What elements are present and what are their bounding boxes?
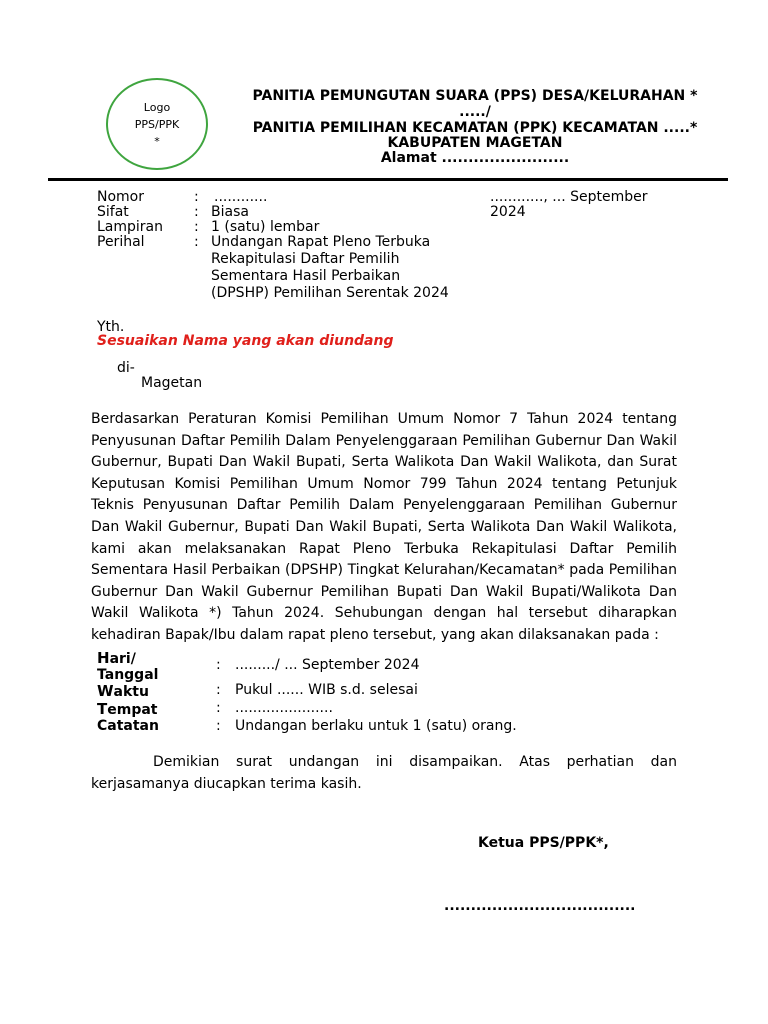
body-paragraph: Berdasarkan Peraturan Komisi Pemilihan Umum Nomor 7 Tahun 2024 tentang Penyusunan Daftar Pemilih Dalam Penyelenggaraan Pemilihan Gubernur Dan Wakil Gubernur, Bupati Dan Wakil Bupati, Serta Walikota Dan Wakil Walikota, dan Surat Keputusan Komisi Pemilihan Umum Nomor 799 Tahun 2024 tentang Petunjuk Teknis Penyusunan Daftar Pemilih Dalam Penyelenggaraan Pemilihan Gubernur Dan Wakil Gubernur, Bupati Dan Wakil Bupati, Serta Walikota Dan Wakil Walikota, kami akan melaksanakan Rapat Pleno Terbuka Rekapitulasi Daftar Pemilih Sementara Hasil Perbaikan (DPSHP) Tingkat Kelurahan/Kecamatan* pada Pemilihan Gubernur Dan Wakil Gubernur Pemilihan Bupati Dan Wakil Bupati/Walikota Dan Wakil Walikota *) Tahun 2024. Sehubungan dengan hal tersebut diharapkan kehadiran Bapak/Ibu dalam rapat pleno tersebut, yang akan dilaksanakan pada : [91,411,677,643]
tempat-colon: : [216,700,221,716]
letter-date-line2: 2024 [490,204,526,220]
lampiran-value: 1 (satu) lembar [211,219,320,235]
perihal-colon: : [194,234,199,250]
lampiran-label: Lampiran [97,219,164,235]
logo-text-line1: Logo [143,100,171,114]
catatan-value: Undangan berlaku untuk 1 (satu) orang. [235,718,517,734]
sifat-label: Sifat [97,204,129,220]
perihal-line1: Undangan Rapat Pleno Terbuka [211,234,431,250]
waktu-value: Pukul ...... WIB s.d. selesai [235,682,418,698]
header-line3: PANITIA PEMILIHAN KECAMATAN (PPK) KECAMATAN .....* [252,120,698,136]
tanggal-label: Tanggal [97,667,159,683]
tanggal-value: ........./ ... September 2024 [235,657,420,673]
tempat-label [97,702,157,718]
hari-label [97,651,136,667]
nomor-value: ............ [214,189,268,205]
letter-date-line1: ............, ... September [490,189,648,205]
catatan-label: Catatan [97,718,159,734]
signature-title: Ketua PPS/PPK*, [478,835,609,851]
tempat-initial: T [97,700,108,718]
header-line4: KABUPATEN MAGETAN [387,135,563,151]
recipient-yth: Yth. [97,319,125,335]
header-line1: PANITIA PEMUNGUTAN SUARA (PPS) DESA/KELURAHAN * [252,88,698,104]
tanggal-colon: : [216,657,221,673]
logo-text-line2: PPS/PPK [134,117,180,131]
tempat-rest: empat [107,702,158,718]
waktu-rest: aktu [113,684,149,700]
hari-initial: H [97,649,110,667]
waktu-colon: : [216,682,221,698]
hari-rest: ari/ [109,651,136,667]
perihal-label: Perihal [97,234,145,250]
waktu-label [97,684,149,700]
header-line2: ...../ [459,104,491,120]
waktu-initial: W [97,682,114,700]
perihal-line3: Sementara Hasil Perbaikan [211,268,401,284]
nomor-colon: : [194,189,199,205]
sifat-colon: : [194,204,199,220]
tempat-value: ...................... [235,700,333,716]
header-address: Alamat ........................ [380,150,570,166]
sifat-value: Biasa [211,204,249,220]
logo-placeholder [106,78,208,170]
signature-name-placeholder: .................................... [444,898,636,914]
catatan-colon: : [216,718,221,734]
recipient-name-note: Sesuaikan Nama yang akan diundang [97,333,394,349]
closing-paragraph: Demikian surat undangan ini disampaikan. Atas perhatian dan kerjasamanya diucapkan terima kasih. [91,754,677,792]
lampiran-colon: : [194,219,199,235]
recipient-place: Magetan [141,375,203,391]
recipient-di: di- [117,360,135,376]
nomor-label: Nomor [97,189,144,205]
logo-text-line3: * [154,134,160,148]
perihal-line4: (DPSHP) Pemilihan Serentak 2024 [211,285,449,301]
header-divider [48,178,728,181]
perihal-line2: Rekapitulasi Daftar Pemilih [211,251,400,267]
